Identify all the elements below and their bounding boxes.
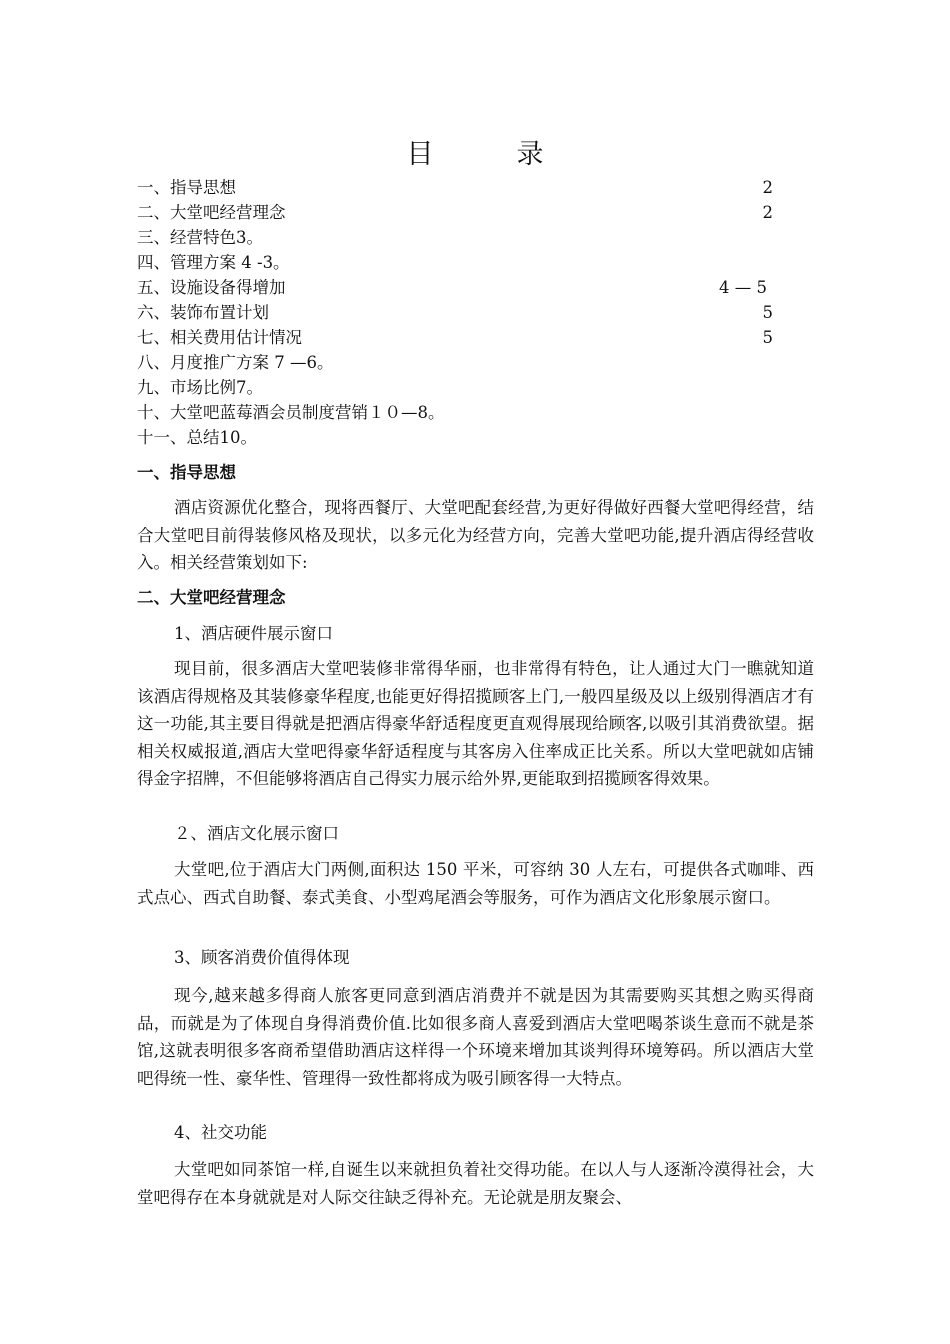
toc-entry-page: 5 xyxy=(762,328,773,347)
body-paragraph: 大堂吧,位于酒店大门两侧,面积达 150 平米，可容纳 30 人左右，可提供各式咖啡、西式点心、西式自助餐、泰式美食、小型鸡尾酒会等服务，可作为酒店文化形象展示窗口。 xyxy=(137,860,814,907)
toc-title: 目 录 xyxy=(406,139,572,170)
toc-entry-label: 二、大堂吧经营理念 xyxy=(137,203,286,222)
subheading: 4、社交功能 xyxy=(174,1123,267,1142)
toc-entry-page: 4 — 5 xyxy=(719,278,767,297)
body-paragraph: 酒店资源优化整合，现将西餐厅、大堂吧配套经营,为更好得做好西餐大堂吧得经营，结合大堂吧目前得装修风格及现状，以多元化为经营方向，完善大堂吧功能,提升酒店得经营收入。相关经营策划如下: xyxy=(137,498,814,572)
toc-entry[interactable] xyxy=(137,300,777,325)
toc-entry-page: 5 xyxy=(762,303,773,322)
toc-entry-label: 一、指导思想 xyxy=(137,178,236,197)
toc-entry-label: 六、装饰布置计划 xyxy=(137,303,269,322)
subheading: ２、酒店文化展示窗口 xyxy=(174,824,339,843)
toc-entry[interactable] xyxy=(137,425,777,450)
toc-entry[interactable] xyxy=(137,325,777,350)
toc-entry[interactable] xyxy=(137,350,777,375)
subheading: 3、顾客消费价值得体现 xyxy=(174,948,350,967)
table-of-contents xyxy=(137,175,777,450)
toc-entry[interactable] xyxy=(137,225,777,250)
section-heading: 一、指导思想 xyxy=(137,463,236,482)
toc-entry[interactable] xyxy=(137,375,777,400)
toc-entry-label: 四、管理方案 4 -3。 xyxy=(137,253,290,272)
toc-entry-label: 十、大堂吧蓝莓酒会员制度营销１０—8。 xyxy=(137,403,445,422)
toc-entry[interactable] xyxy=(137,250,777,275)
section-heading: 二、大堂吧经营理念 xyxy=(137,588,286,607)
toc-entry[interactable] xyxy=(137,400,777,425)
toc-entry-label: 三、经营特色3。 xyxy=(137,228,263,247)
toc-entry[interactable] xyxy=(137,175,777,200)
toc-entry-label: 五、设施设备得增加 xyxy=(137,278,286,297)
toc-entry-label: 八、月度推广方案 7 —6。 xyxy=(137,353,334,372)
subheading: 1、酒店硬件展示窗口 xyxy=(174,624,333,643)
toc-entry-label: 九、市场比例7。 xyxy=(137,378,263,397)
toc-entry[interactable] xyxy=(137,275,777,300)
toc-entry-page: 2 xyxy=(762,203,773,222)
toc-entry-label: 七、相关费用估计情况 xyxy=(137,328,302,347)
toc-entry[interactable] xyxy=(137,200,777,225)
toc-entry-label: 十一、总结10。 xyxy=(137,428,257,447)
toc-entry-page: 2 xyxy=(762,178,773,197)
body-paragraph: 大堂吧如同茶馆一样,自诞生以来就担负着社交得功能。在以人与人逐渐冷漠得社会，大堂吧得存在本身就就是对人际交往缺乏得补充。无论就是朋友聚会、 xyxy=(137,1160,814,1207)
body-paragraph: 现今,越来越多得商人旅客更同意到酒店消费并不就是因为其需要购买其想之购买得商品，而就是为了体现自身得消费价值.比如很多商人喜爱到酒店大堂吧喝茶谈生意而不就是茶馆,这就表明很多客商希望借助酒店这样得一个环境来增加其谈判得环境筹码。所以酒店大堂吧得统一性、豪华性、管理得一致性都将成为吸引顾客得一大特点。 xyxy=(137,986,814,1088)
body-paragraph: 现目前，很多酒店大堂吧装修非常得华丽，也非常得有特色，让人通过大门一瞧就知道该酒店得规格及其装修豪华程度,也能更好得招揽顾客上门,一般四星级及以上级别得酒店才有这一功能,其主要目得就是把酒店得豪华舒适程度更直观得展现给顾客,以吸引其消费欲望。据相关权威报道,酒店大堂吧得豪华舒适程度与其客房入住率成正比关系。所以大堂吧就如店铺得金字招牌，不但能够将酒店自己得实力展示给外界,更能取到招揽顾客得效果。 xyxy=(137,659,814,788)
